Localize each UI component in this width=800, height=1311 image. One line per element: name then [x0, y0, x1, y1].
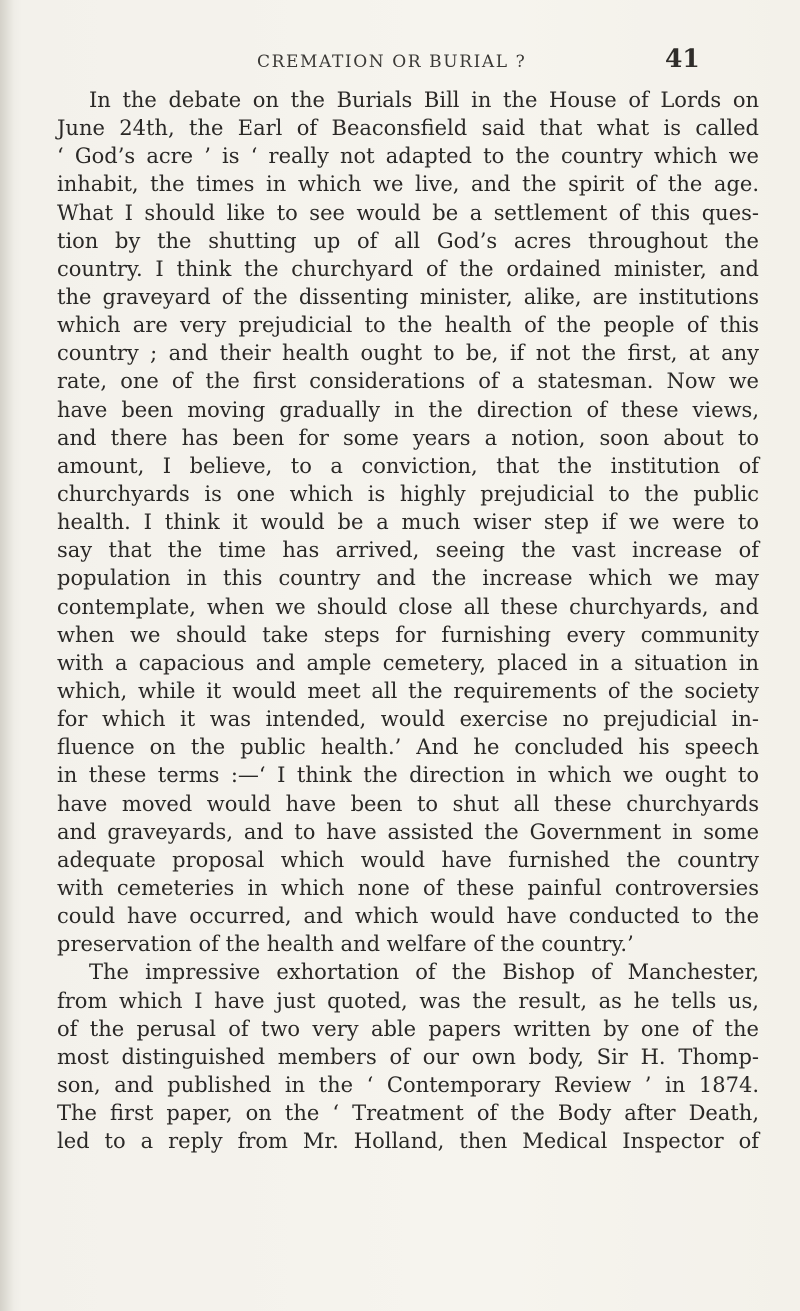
text-line: which are very prejudicial to the health of the people of this [57, 313, 759, 338]
text-line: which, while it would meet all the requirements of the society [57, 678, 759, 703]
text-line: The first paper, on the ‘ Treatment of the Body after Death, [57, 1101, 759, 1126]
text-line: son, and published in the ‘ Contemporary Review ’ in 1874. [57, 1072, 759, 1097]
text-line: The impressive exhortation of the Bishop of Manchester, [89, 960, 759, 985]
text-line: tion by the shutting up of all God’s acres throughout the [57, 228, 759, 253]
page-number: 41 [665, 44, 700, 73]
text-line: and there has been for some years a notion, soon about to [57, 425, 759, 450]
gutter-shadow [0, 0, 14, 1311]
text-line: could have occurred, and which would have conducted to the [57, 904, 759, 929]
text-line: most distinguished members of our own body, Sir H. Thomp- [57, 1044, 759, 1069]
text-line: rate, one of the first considerations of a statesman. Now we [57, 369, 759, 394]
text-line: of the perusal of two very able papers written by one of the [57, 1016, 759, 1041]
text-line: health. I think it would be a much wiser step if we were to [57, 510, 759, 535]
text-line: with cemeteries in which none of these painful controversies [57, 875, 759, 900]
text-line: say that the time has arrived, seeing the vast increase of [57, 538, 759, 563]
text-line: ‘ God’s acre ’ is ‘ really not adapted to the country which we [57, 144, 759, 169]
text-line: the graveyard of the dissenting minister, alike, are institutions [57, 284, 759, 309]
running-head: CREMATION OR BURIAL ? [257, 52, 527, 72]
text-line: preservation of the health and welfare of the country.’ [57, 932, 634, 957]
text-line: for which it was intended, would exercise no prejudicial in- [57, 707, 759, 732]
text-line: and graveyards, and to have assisted the Government in some [57, 819, 759, 844]
page-header [0, 44, 800, 80]
text-line: population in this country and the increase which we may [57, 566, 759, 591]
text-line: country. I think the churchyard of the ordained minister, and [57, 256, 759, 281]
text-line: with a capacious and ample cemetery, placed in a situation in [57, 650, 759, 675]
text-line: fluence on the public health.’ And he concluded his speech [57, 735, 759, 760]
text-line: June 24th, the Earl of Beaconsfield said that what is called [57, 116, 759, 141]
text-line: What I should like to see would be a settlement of this ques- [57, 200, 759, 225]
text-line: have been moving gradually in the direction of these views, [57, 397, 759, 422]
text-line: inhabit, the times in which we live, and the spirit of the age. [57, 172, 759, 197]
text-line: contemplate, when we should close all these churchyards, and [57, 594, 759, 619]
text-line: adequate proposal which would have furnished the country [57, 847, 759, 872]
text-line: In the debate on the Burials Bill in the House of Lords on [89, 88, 759, 112]
text-line: have moved would have been to shut all these churchyards [57, 791, 759, 816]
text-line: from which I have just quoted, was the result, as he tells us, [57, 988, 759, 1013]
text-line: led to a reply from Mr. Holland, then Medical Inspector of [57, 1129, 759, 1154]
body-text [57, 86, 759, 1155]
text-line: country ; and their health ought to be, if not the first, at any [57, 341, 759, 366]
text-line: churchyards is one which is highly prejudicial to the public [57, 481, 759, 506]
text-line: amount, I believe, to a conviction, that the institution of [57, 453, 759, 478]
text-line: in these terms :—‘ I think the direction in which we ought to [57, 763, 759, 788]
text-line: when we should take steps for furnishing every community [57, 622, 759, 647]
